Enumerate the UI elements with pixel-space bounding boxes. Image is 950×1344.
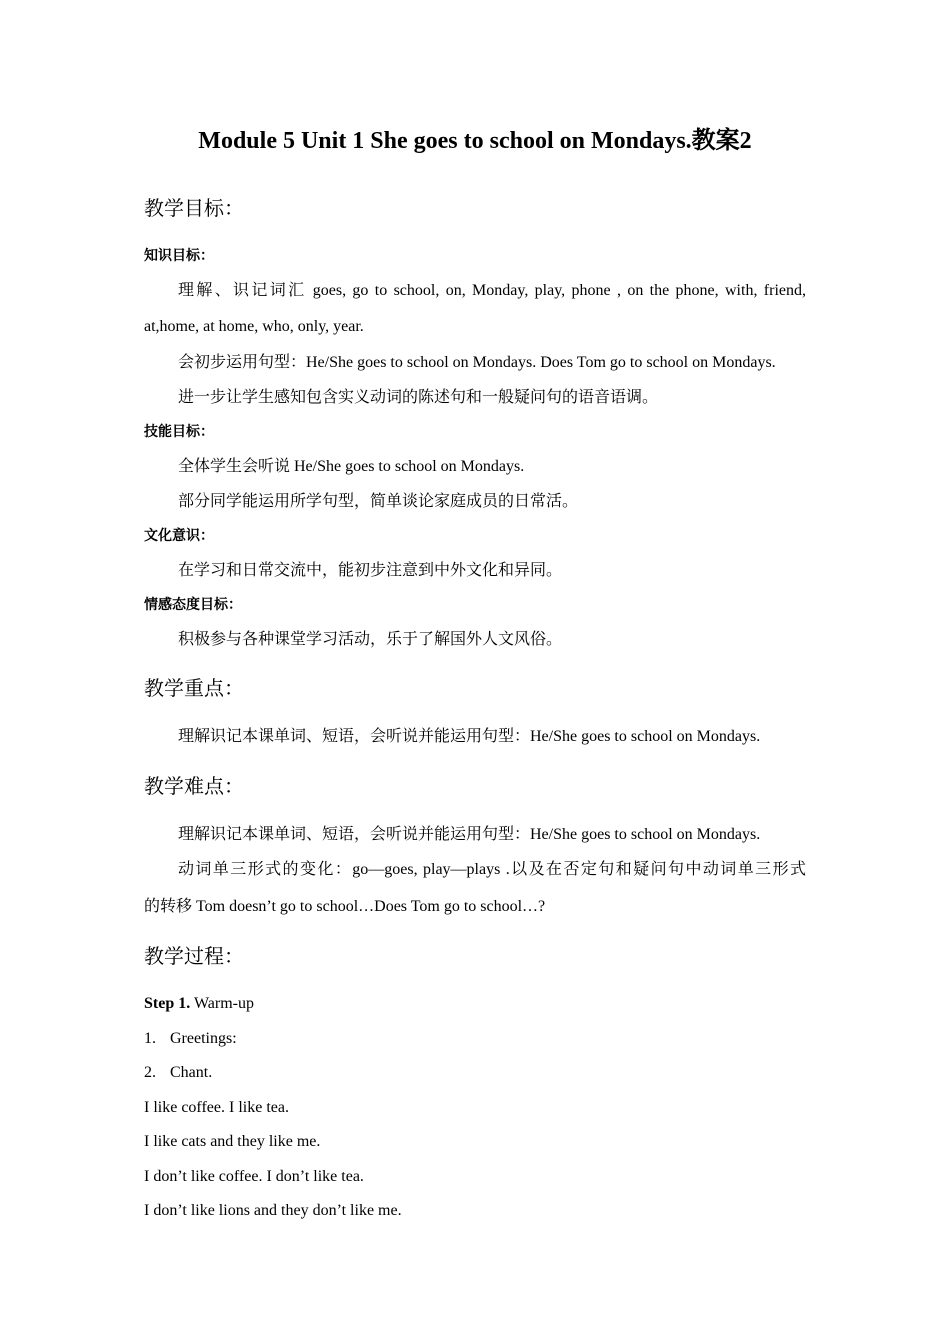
key-points-heading: 教学重点： [144,676,244,700]
skills-line-2: 部分同学能运用所学句型，简单谈论家庭成员的日常活。 [178,493,579,510]
list-item [144,1062,212,1084]
attitude-heading: 情感态度目标： [144,597,242,613]
knowledge-sentence-line: 会初步运用句型：He/She goes to school on Mondays. Does Tom go to school on Mondays. [178,354,776,371]
chant-line-1: I like coffee. I like tea. [144,1099,289,1116]
step-1-label: Step 1. [144,995,191,1012]
difficult-line-1: 理解识记本课单词、短语，会听说并能运用句型：He/She goes to school on Mondays. [178,826,761,843]
culture-line: 在学习和日常交流中，能初步注意到中外文化和异同。 [178,562,563,579]
list-item-text: Greetings: [170,1030,237,1047]
difficult-line-3: 的转移 Tom doesn’t go to school…Does Tom go to school…? [144,898,546,915]
list-item-number: 1. [144,1030,156,1047]
knowledge-vocab-line: 理解、识记词汇 goes, go to school, on, Monday, play, phone , on the phone, with, friend, [178,282,806,299]
difficult-points-heading: 教学难点： [144,774,244,798]
document-title: Module 5 Unit 1 She goes to school on Mondays.教案2 [198,128,752,154]
chant-line-3: I don’t like coffee. I don’t like tea. [144,1168,364,1185]
knowledge-vocab-line-cont: at,home, at home, who, only, year. [144,318,364,335]
list-item [144,1028,237,1050]
objectives-heading: 教学目标： [144,196,244,220]
list-item-number: 2. [144,1064,156,1081]
difficult-line-2: 动词单三形式的变化：go—goes, play—plays .以及在否定句和疑问句中动词单三形式 [178,861,806,878]
skills-line-1: 全体学生会听说 He/She goes to school on Mondays. [178,458,525,475]
key-points-line: 理解识记本课单词、短语，会听说并能运用句型：He/She goes to school on Mondays. [178,728,761,745]
attitude-line: 积极参与各种课堂学习活动，乐于了解国外人文风俗。 [178,631,563,648]
knowledge-intonation-line: 进一步让学生感知包含实义动词的陈述句和一般疑问句的语音语调。 [178,389,659,406]
chant-line-2: I like cats and they like me. [144,1133,321,1150]
skills-objectives-heading: 技能目标： [144,424,214,440]
step-1-text: Warm-up [190,995,254,1012]
step-1-line [144,993,254,1015]
chant-line-4: I don’t like lions and they don’t like me. [144,1202,402,1219]
process-heading: 教学过程： [144,944,244,968]
list-item-text: Chant. [170,1064,213,1081]
knowledge-objectives-heading: 知识目标： [144,248,214,264]
culture-heading: 文化意识： [144,528,214,544]
